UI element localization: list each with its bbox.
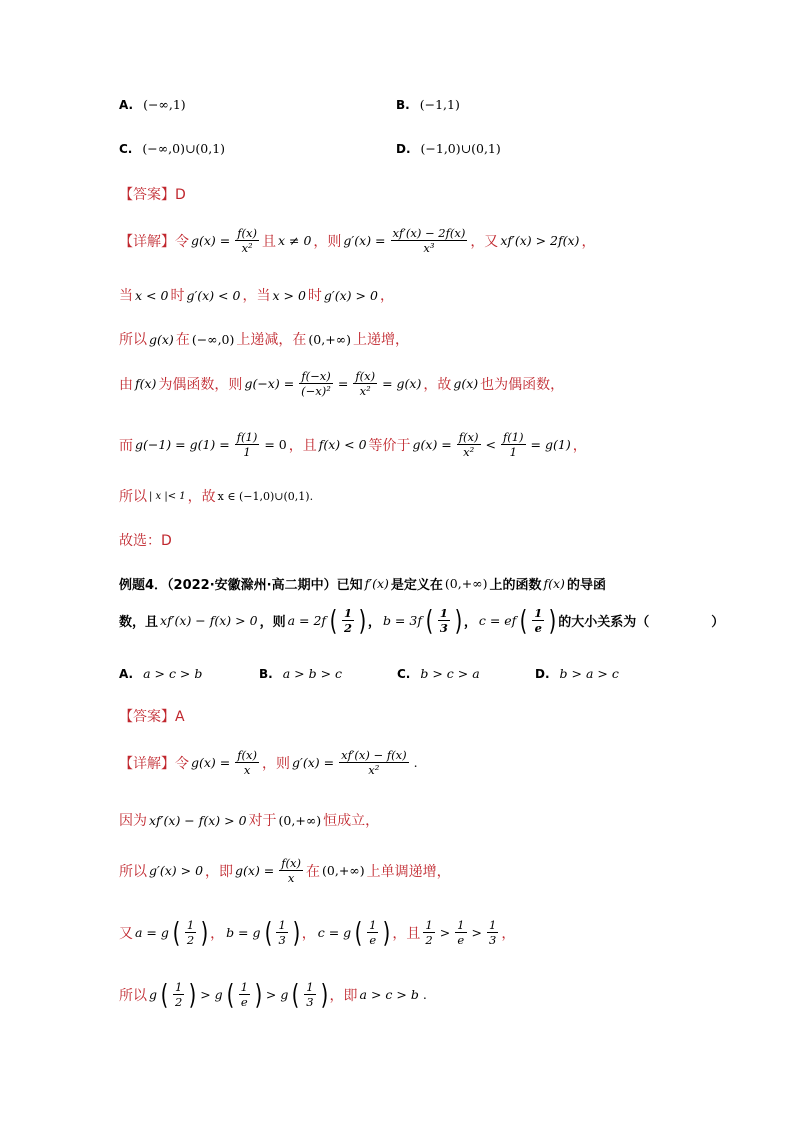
numerator: 1 [174,980,183,994]
text-span: > [471,925,482,940]
text-span: ，且 [392,925,421,942]
q3-option-d [396,141,503,156]
q3-detail-line-2 [119,285,394,305]
text-span: ，又 [470,233,499,250]
parenthesis: ) [320,977,328,1011]
fraction [487,918,498,947]
numerator: f(x) [355,369,376,383]
fraction [342,606,354,635]
fraction [339,748,408,777]
text-span: g(x) = [191,755,231,770]
text-span: < [485,437,496,452]
text-span: B. [396,97,410,112]
text-span: ，当 [242,288,271,304]
text-span: 例题4．（2022·安徽滁州·高二期中）已知 [119,578,363,593]
fraction [423,918,434,947]
numerator: f(x) [458,430,479,444]
parenthesis: ( [425,603,434,637]
denominator: 1 [243,445,251,459]
text-span: 在 [306,863,321,880]
text-span: ， [501,925,516,942]
text-span: | x |< 1 [149,490,186,502]
fraction [185,918,196,947]
text-span: A. [119,97,134,112]
q3-option-c [119,141,227,156]
denominator: 2 [174,995,183,1009]
text-span: ，且 [288,437,317,454]
text-span: g′(x) > 0 [149,863,204,878]
numerator: f(1) [503,430,524,444]
text-span: (0,+∞) [444,576,488,591]
numerator: 1 [425,918,433,932]
denominator: 1 [509,445,517,459]
numerator: 1 [186,918,195,932]
text-span: g(x) [453,376,479,391]
text-span: 也为偶函数， [480,376,565,393]
parenthesis: ) [454,603,463,637]
text-span: g′(x) = [291,755,335,770]
text-span: = g(x) [382,376,422,391]
numerator: f(x) [237,748,257,762]
numerator: xf′(x) − f(x) [341,748,407,762]
q4-title [119,574,606,593]
q4-option-a [119,666,204,681]
text-span: ，故 [187,489,216,505]
parenthesis: ) [188,977,197,1011]
text-span: g′(x) < 0 [186,287,241,303]
text-span: 令 [175,233,189,250]
text-span: a > b > c [282,666,343,681]
text-span: ，即 [205,863,234,880]
text-span: g(x) = [235,863,275,878]
denominator: x [287,871,295,885]
text-span: x ≠ 0 [277,233,312,248]
text-span: 所以 [119,987,147,1004]
text-span: ，即 [329,987,358,1004]
fraction [304,980,315,1009]
parenthesis: ( [329,603,338,637]
text-span: 所以 [119,489,147,505]
q3-answer [119,184,186,204]
text-span: f(x) < 0 [318,437,367,452]
text-span: A. [119,666,134,681]
parenthesis: ( [354,915,363,949]
text-span: 因为 [119,813,147,829]
text-span: 【答案】D [119,187,186,203]
text-span: (0,+∞) [308,331,351,347]
denominator: x² [463,445,475,459]
denominator: 2 [425,933,433,947]
text-span: g′(x) = [343,233,386,248]
numerator: 1 [439,606,448,620]
text-span: 时 [170,288,185,304]
text-span: ，则 [313,233,342,250]
text-span: 而 [119,437,133,454]
q4-detail-line-3 [119,856,451,885]
text-span: (−1,1) [419,97,460,112]
denominator: 3 [278,933,286,947]
denominator: x² [241,241,253,255]
q3-detail-line-6 [119,486,315,506]
denominator: e [457,933,465,947]
text-span: g(−1) = g(1) = [135,437,230,452]
q4-detail-line-4 [119,915,516,949]
text-span: D. [396,141,411,156]
text-span: > g [265,987,289,1002]
text-span: c = ef [478,613,517,628]
q4-option-c [397,666,482,681]
text-span: (0,+∞) [322,863,365,878]
text-span: (−∞,0) [191,331,235,347]
text-span: B. [259,666,273,681]
text-span: a > c > b [359,987,419,1002]
q4-detail-line-2 [119,810,379,830]
fraction [457,430,481,459]
denominator: 3 [488,933,497,947]
text-span: b > c > a [420,666,480,681]
fraction [532,606,544,635]
fraction [501,430,526,459]
text-span: . [413,755,418,770]
fraction [279,856,303,885]
text-span: f(x) [135,376,157,391]
fraction [299,369,333,398]
denominator: 2 [343,621,352,635]
q4-detail-line-5 [119,977,429,1011]
fraction [235,430,260,459]
text-span: ， [367,615,381,630]
denominator: 3 [306,995,314,1009]
text-span: 且 [261,233,276,250]
text-span: (−∞,0)∪(0,1) [142,141,226,156]
text-span: ，故 [423,376,452,393]
text-span: 故选：D [119,533,172,549]
parenthesis: ) [200,915,209,949]
fraction [353,369,377,398]
text-span: ， [572,437,587,454]
text-span: f(x) [543,576,565,591]
text-span: 等价于 [368,437,411,454]
fraction [276,918,287,947]
parenthesis: ( [291,977,300,1011]
text-span: ， [379,288,394,304]
text-span: ， [301,925,316,942]
text-span: xf′(x) > 2f(x) [500,233,580,248]
numerator: 1 [488,918,497,932]
text-span: . [422,987,427,1002]
numerator: 1 [534,606,543,620]
denominator: e [369,933,377,947]
fraction [239,980,250,1009]
numerator: 1 [240,980,248,994]
text-span: c = g [317,925,352,940]
numerator: 1 [278,918,286,932]
numerator: 1 [457,918,465,932]
parenthesis: ) [358,603,367,637]
denominator: (−x)² [301,384,331,398]
q3-option-b [396,97,462,112]
q4-line-2 [119,603,725,637]
text-span: 【详解】 [119,233,175,250]
text-span: g(x) = [412,437,452,452]
text-span: g [149,987,158,1002]
q4-detail-line-1 [119,748,420,777]
text-span: = 0 [264,437,287,452]
text-span: 对于 [248,813,277,829]
text-span: 为偶函数，则 [158,376,243,393]
text-span: ，则 [259,615,286,630]
denominator: 2 [186,933,195,947]
text-span: x > 0 [272,287,306,303]
numerator: f(x) [237,226,257,240]
text-span: xf′(x) − f(x) > 0 [149,812,247,828]
q3-option-a [119,97,188,112]
q3-detail-line-5 [119,430,587,459]
denominator: e [534,621,542,635]
text-span: ） [711,615,725,630]
fraction [173,980,184,1009]
text-span: b > a > c [559,666,619,681]
denominator: x³ [423,241,435,255]
parenthesis: ) [548,603,557,637]
text-span: D. [535,666,550,681]
fraction [455,918,466,947]
text-span: = g(1) [530,437,571,452]
denominator: e [240,995,248,1009]
text-span: a = 2f [287,613,327,628]
denominator: x² [368,763,380,777]
parenthesis: ( [226,977,234,1011]
text-span: (0,+∞) [278,812,322,828]
text-span: 所以 [119,863,147,880]
text-span: 上单调递增， [366,863,451,880]
text-span: g′(x) > 0 [323,287,378,303]
parenthesis: ( [519,603,528,637]
text-span: g(x) [149,331,174,347]
q3-detail-line-4 [119,369,564,398]
parenthesis: ) [292,915,301,949]
numerator: 1 [343,606,352,620]
fraction [367,918,378,947]
text-span: 时 [307,288,322,304]
text-span: 恒成立， [323,813,380,829]
text-span: ， [581,233,596,250]
text-span: ，则 [261,755,290,772]
text-span: (−1,0)∪(0,1) [420,141,501,156]
text-span: = [337,376,349,391]
numerator: xf′(x) − 2f(x) [392,226,466,240]
text-span: g(−x) = [244,376,295,391]
denominator: x² [359,384,371,398]
text-span: f′(x) [364,576,389,591]
fraction [438,606,450,635]
parenthesis: ( [172,915,181,949]
text-span: 令 [175,755,189,772]
parenthesis: ( [160,977,169,1011]
text-span: 是定义在 [390,578,443,593]
denominator: 3 [439,621,448,635]
fraction [391,226,468,255]
text-span: 上的函数 [489,578,542,593]
text-span: b = g [226,925,261,940]
q3-detail-line-1 [119,226,595,255]
text-span: 【答案】A [119,709,185,725]
text-span: 的导函 [566,578,606,593]
q4-option-d [535,666,621,681]
parenthesis: ( [264,915,272,949]
text-span: 上递增， [352,332,409,348]
fraction [235,226,259,255]
fraction [235,748,259,777]
text-span: 的大小关系为（ [558,615,650,630]
parenthesis: ) [383,915,391,949]
numerator: f(1) [236,430,258,444]
text-span: g(x) = [191,233,231,248]
q3-detail-line-3 [119,329,409,349]
text-span: 所以 [119,332,147,348]
text-span: 又 [119,925,133,942]
text-span: C. [119,141,133,156]
numerator: 1 [369,918,377,932]
text-span: 由 [119,376,133,393]
text-span: 在 [175,332,190,348]
parenthesis: ) [254,977,263,1011]
q4-answer [119,706,185,726]
text-span: x ∈ (−1,0)∪(0,1). [217,489,314,503]
numerator: f(x) [281,856,302,870]
q3-choose [119,530,172,550]
text-span: ， [463,615,477,630]
q4-option-b [259,666,344,681]
text-span: 当 [119,288,133,304]
denominator: x [243,763,251,777]
text-span: xf′(x) − f(x) > 0 [160,613,258,628]
text-span: a > c > b [143,666,203,681]
text-span: > [439,925,451,940]
text-span: 【详解】 [119,755,175,772]
text-span: ， [210,925,225,942]
text-span: b = 3f [382,613,422,628]
text-span: > g [200,987,223,1002]
numerator: 1 [306,980,314,994]
text-span: x < 0 [135,287,169,303]
text-span: 上递减，在 [236,332,307,348]
text-span: 数，且 [119,615,159,630]
text-span: (−∞,1) [143,97,186,112]
text-span: C. [397,666,411,681]
numerator: f(−x) [301,369,331,383]
text-span: a = g [135,925,169,940]
